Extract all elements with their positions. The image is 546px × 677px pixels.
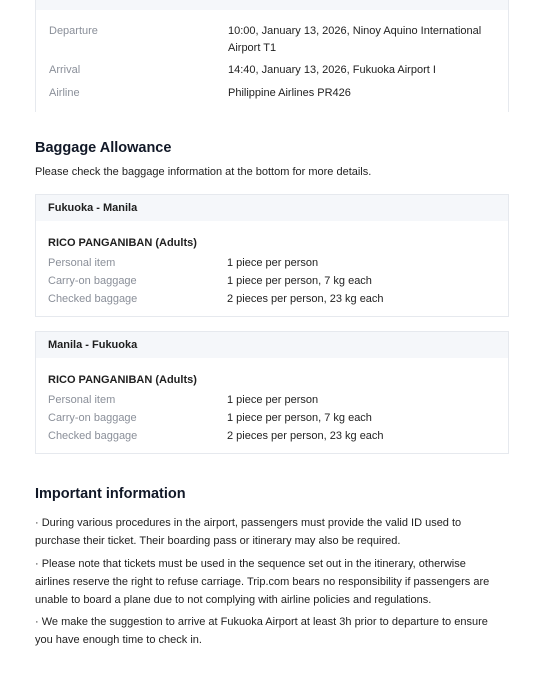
checked-baggage-label: Checked baggage: [48, 293, 138, 305]
carry-on-value: 1 piece per person, 7 kg each: [227, 275, 372, 287]
segment-route: Fukuoka - Manila: [36, 195, 508, 221]
baggage-segment-card: [35, 194, 509, 317]
baggage-segment-card: [35, 331, 509, 454]
info-paragraph: · Please note that tickets must be used in the sequence set out in the itinerary, otherwise airlines reserve the right to refuse carriage. Trip.com bears no responsibility if passengers are unable to board a plane due to not complying with airline policies and regulations.: [35, 558, 490, 606]
info-paragraph: · During various procedures in the airport, passengers must provide the valid ID used to purchase their ticket. Their boarding pass or itinerary may also be required.: [35, 517, 462, 547]
personal-item-value: 1 piece per person: [227, 257, 319, 269]
personal-item-label: Personal item: [48, 257, 116, 269]
flight-card-header-strip: [36, 0, 508, 10]
carry-on-label: Carry-on baggage: [48, 275, 137, 287]
carry-on-label: Carry-on baggage: [48, 412, 137, 424]
segment-route: Manila - Fukuoka: [36, 332, 508, 358]
arrival-value: 14:40, January 13, 2026, Fukuoka Airport I: [228, 64, 436, 76]
carry-on-value: 1 piece per person, 7 kg each: [227, 412, 372, 424]
baggage-allowance-subtitle: Please check the baggage information at the bottom for more details.: [35, 166, 372, 178]
info-paragraph: · We make the suggestion to arrive at Fukuoka Airport at least 3h prior to departure to ensure you have enough time to check in.: [35, 616, 488, 646]
checked-baggage-value: 2 pieces per person, 23 kg each: [227, 293, 384, 305]
passenger-name: RICO PANGANIBAN (Adults): [48, 237, 197, 249]
departure-value: 10:00, January 13, 2026, Ninoy Aquino International Airport T1: [228, 25, 482, 54]
checked-baggage-value: 2 pieces per person, 23 kg each: [227, 430, 384, 442]
checked-baggage-label: Checked baggage: [48, 430, 138, 442]
important-information-title: Important information: [35, 486, 186, 502]
airline-label: Airline: [49, 87, 80, 99]
personal-item-value: 1 piece per person: [227, 394, 319, 406]
airline-value: Philippine Airlines PR426: [228, 87, 351, 99]
personal-item-label: Personal item: [48, 394, 116, 406]
flight-details-card: [35, 0, 509, 112]
departure-row: [36, 23, 508, 57]
baggage-allowance-title: Baggage Allowance: [35, 140, 172, 156]
departure-label: Departure: [49, 25, 98, 37]
arrival-label: Arrival: [49, 64, 81, 76]
passenger-name: RICO PANGANIBAN (Adults): [48, 374, 197, 386]
